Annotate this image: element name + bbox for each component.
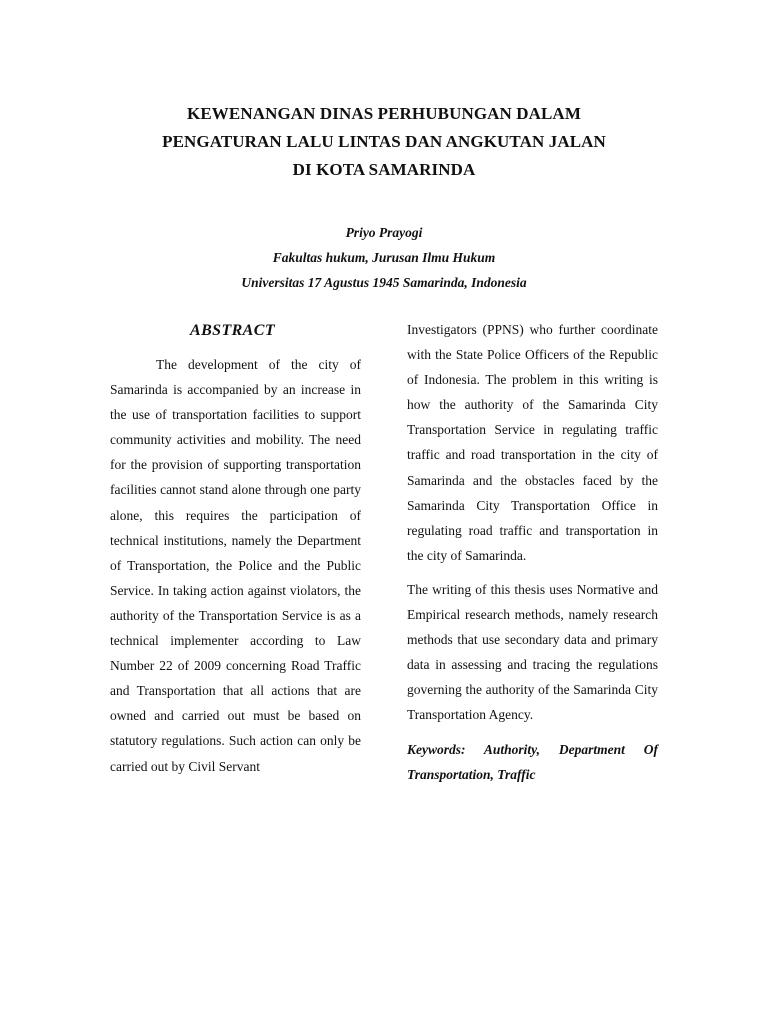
keywords-label: Keywords <box>407 741 461 757</box>
paper-title <box>100 100 668 184</box>
right-column <box>407 317 658 787</box>
abstract-paragraph-1-continued: Investigators (PPNS) who further coordinate with the State Police Officers of the Republic of Indonesia. The problem in this writing is how the authority of the Samarinda City Transportation Service in regulating traffic traffic and road transportation in the city of Samarinda and the obstacles faced by the Samarinda City Transportation Office in regulating road traffic and transportation in the city of Samarinda. <box>407 322 658 563</box>
keywords <box>407 737 658 787</box>
author-affiliation <box>100 220 668 295</box>
faculty-line: Fakultas hukum, Jurusan Ilmu Hukum <box>272 250 496 265</box>
university-line: Universitas 17 Agustus 1945 Samarinda, Indonesia <box>241 275 527 290</box>
abstract-heading: ABSTRACT <box>190 322 276 339</box>
abstract-paragraph-2: The writing of this thesis uses Normative and Empirical research methods, namely research methods that use secondary data and primary data in assessing and tracing the regulations governing the authority of the Samarinda City Transportation Agency. <box>407 581 658 723</box>
title-line-3: DI KOTA SAMARINDA <box>292 160 476 179</box>
title-line-2: PENGATURAN LALU LINTAS DAN ANGKUTAN JALAN <box>162 132 606 151</box>
abstract-paragraph-1: The development of the city of Samarinda is accompanied by an increase in the use of transportation facilities to support community activities and mobility. The need for the provision of supporting transportation facilities cannot stand alone through one party alone, this requires the participation of technical institutions, namely the Department of Transportation, the Police and the Public Service. In taking action against violators, the authority of the Transportation Service is as a technical implementer according to Law Number 22 of 2009 concerning Road Traffic and Transportation that all actions that are owned and carried out must be based on statutory regulations. Such action can only be carried out by Civil Servant <box>110 357 361 774</box>
title-line-1: KEWENANGAN DINAS PERHUBUNGAN DALAM <box>187 104 581 123</box>
left-column <box>110 320 361 779</box>
keywords-text: : Authority, Department Of Transportation, Traffic <box>407 741 658 782</box>
author-name: Priyo Prayogi <box>345 225 423 240</box>
